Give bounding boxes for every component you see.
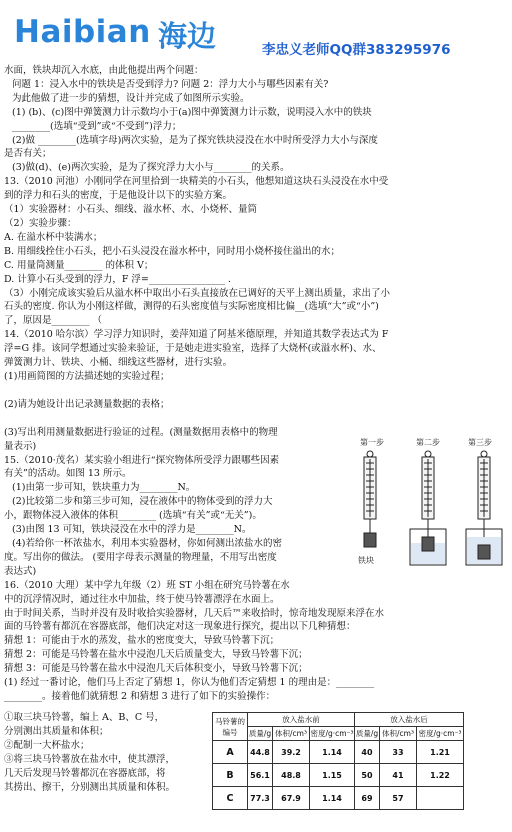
list-item: ①取三块马铃薯，编上 A、B、C 号， xyxy=(4,712,165,723)
figure-label-step2: 第二步 xyxy=(416,438,440,447)
table-header-after: 放入盐水后 xyxy=(355,713,464,727)
question-16: 16.（2010 大理）某中学九年级（2）班 ST 小组在研究马铃薯在水 xyxy=(4,579,290,591)
text-line: (1)用画简图的方法描述她的实验过程； xyxy=(4,370,170,382)
text-line: 问题 1：浸入水中的铁块是否受到浮力? 问题 2：浮力大小与哪些因素有关? xyxy=(12,78,329,90)
text-line: (2)做 ________(选填字母)两次实验，是为了探究铁块浸没在水中时所受浮力大小与深度 xyxy=(12,134,378,146)
table-row xyxy=(213,764,464,787)
list-item: 其捞出、擦干，分别测出其质量和体积。 xyxy=(4,781,176,793)
text-line: 水面，铁块却沉入水底，由此他提出两个问题： xyxy=(4,65,204,76)
figure-label-step1: 第一步 xyxy=(360,438,384,447)
table-row xyxy=(213,741,464,764)
table-subheader: 体积/cm³ xyxy=(380,727,417,741)
list-item: ②配制一大杯盐水； xyxy=(4,739,90,751)
table-subheader: 质量/g xyxy=(355,727,380,741)
text-line: (2)请为她设计出记录测量数据的表格； xyxy=(4,398,170,410)
text-line: （3）小刚完成该实验后从溢水杯中取出小石头直接放在已调好的天平上测出质量，求出了小 xyxy=(4,287,391,299)
table-cell: A xyxy=(213,741,248,764)
text-line: (3)做(d)、(e)两次实验，是为了探究浮力大小与________的关系。 xyxy=(12,162,290,174)
potato-data-table xyxy=(212,712,464,810)
figure-drawing xyxy=(356,437,506,573)
text-line: (1)由第一步可知，铁块重力为________N。 xyxy=(12,482,196,494)
table-cell: 50 xyxy=(355,764,380,787)
text-line: 由于时间关系，当时并没有及时收拾实验器材，几天后™来收拾时，惊奇地发现原来浮在水 xyxy=(4,607,385,619)
figure-caption: 铁块 xyxy=(358,556,374,565)
table-cell: 1.22 xyxy=(417,764,464,787)
text-line: 浮=G 排。该同学想通过实验来验证，于是她走进实验室，选择了大烧杯(或溢水杯)、水、 xyxy=(4,343,382,355)
text-line: 猜想 3：可能是马铃薯在盐水中浸泡几天后体积变小，导致马铃薯下沉； xyxy=(4,663,308,675)
procedure-list xyxy=(4,711,204,794)
table-cell: C xyxy=(213,787,248,810)
table-cell: 33 xyxy=(380,741,417,764)
text-line: 有关”的活动。如图 13 所示。 xyxy=(4,468,132,480)
table-cell: 1.14 xyxy=(310,787,355,810)
table-subheader: 密度/g·cm⁻³ xyxy=(310,727,355,741)
haibian-logo: Haibian xyxy=(14,14,151,50)
text-line: (3)写出利用测量数据进行验证的过程。(测量数据用表格中的物理 xyxy=(4,426,278,438)
table-cell: 39.2 xyxy=(273,741,310,764)
list-item: ③将三块马铃薯放在盐水中，使其漂浮， xyxy=(4,753,176,765)
table-cell: 57 xyxy=(380,787,417,810)
table-header-id: 马铃薯的编号 xyxy=(213,713,248,741)
text-line: C. 用量筒测量________ 的体积 V； xyxy=(4,259,154,271)
text-line: ________(选填“受到”或“不受到”)浮力； xyxy=(12,120,182,132)
text-line: 猜想 1：可能由于水的蒸发，盐水的密度变大，导致马铃薯下沉； xyxy=(4,635,280,647)
text-line: 小，跟物体浸入液体的体积________ (选填“有关”或“无关”)。 xyxy=(4,510,262,522)
table-cell: 1.21 xyxy=(417,741,464,764)
table-cell: 1.15 xyxy=(310,764,355,787)
table-cell: 40 xyxy=(355,741,380,764)
text-line: 石头的密度. 你认为小刚这样做，测得的石头密度值与实际密度相比偏__(选填“大”或“小”) xyxy=(4,301,379,313)
list-item: 分别测出其质量和体积； xyxy=(4,725,109,737)
text-line: 中的沉浮情况时，通过往水中加盐，终于使马铃薯漂浮在水面上。 xyxy=(4,593,280,605)
text-line: 了，原因是________ （ xyxy=(4,315,103,327)
table-subheader: 密度/g·cm⁻³ xyxy=(417,727,464,741)
text-line: （2）实验步骤： xyxy=(4,217,77,229)
text-line: ________。接着他们就猜想 2 和猜想 3 进行了如下的实验操作： xyxy=(4,690,276,702)
question-14: 14.（2010 哈尔滨）学习浮力知识时，姜萍知道了阿基米德原理，并知道其数学表达式为 F xyxy=(4,329,389,341)
text-line: D. 计算小石头受到的浮力，F 浮=________________ . xyxy=(4,273,231,285)
text-line: 表达式) xyxy=(4,565,37,577)
text-line: A. 在溢水杯中装满水； xyxy=(4,231,103,243)
table-cell: B xyxy=(213,764,248,787)
figure-label-step3: 第三步 xyxy=(468,438,492,447)
text-line: (3)由图 13 可知，铁块浸没在水中的浮力是________N。 xyxy=(12,524,252,536)
text-line: (4)若给你一杯浓盐水，利用本实验器材，你如何测出浓盐水的密 xyxy=(12,538,282,549)
haibian-logo-cn: 海边 xyxy=(158,19,217,53)
text-line: 是否有关； xyxy=(4,148,52,160)
text-line: (1) 经过一番讨论，他们马上否定了猜想 1，你认为他们否定猜想 1 的理由是：________ xyxy=(4,677,375,689)
qq-group-banner: 李忠义老师QQ群383295976 xyxy=(262,42,451,58)
text-line: （1）实验器材：小石头、细线、溢水杯、水、小烧杯、量筒 xyxy=(4,204,258,216)
table-cell xyxy=(417,787,464,810)
table-cell: 44.8 xyxy=(248,741,273,764)
table-subheader: 质量/g xyxy=(248,727,273,741)
table-cell: 67.9 xyxy=(273,787,310,810)
text-line: (2)比较第二步和第三步可知，浸在液体中的物体受到的浮力大 xyxy=(12,496,273,508)
document-body xyxy=(4,64,504,704)
text-line: 度。写出你的做法。 (要用字母表示测量的物理量，不用写出密度 xyxy=(4,551,277,563)
list-item: 几天后发现马铃薯都沉在容器底部，将 xyxy=(4,767,166,779)
table-cell: 56.1 xyxy=(248,764,273,787)
table-header-before: 放入盐水前 xyxy=(248,713,355,727)
table-cell: 69 xyxy=(355,787,380,810)
table-cell: 77.3 xyxy=(248,787,273,810)
text-line: 为此他做了进一步的猜想，设计并完成了如图所示实验。 xyxy=(12,92,250,104)
text-line: 面的马铃薯有都沉在容器底部，他们决定对这一现象进行探究，提出以下几种猜想： xyxy=(4,621,356,633)
question-15: 15.（2010·茂名）某实验小组进行“探究物体所受浮力跟哪些因素 xyxy=(4,454,280,466)
text-line: 量表示) xyxy=(4,440,37,452)
table-row xyxy=(213,787,464,810)
text-line: (1) (b)、(c)图中弹簧测力计示数均小于(a)图中弹簧测力计示数，说明浸入水中的铁块 xyxy=(12,106,372,118)
text-line: 猜想 2：可能是马铃薯在盐水中浸泡几天后质量变大，导致马铃薯下沉； xyxy=(4,649,308,661)
text-line: B. 用细线拴住小石头，把小石头浸没在溢水杯中，同时用小烧杯接住溢出的水； xyxy=(4,245,341,257)
question-13: 13.（2010 河池）小刚同学在河里拾到一块精美的小石头，他想知道这块石头浸没在水中受 xyxy=(4,176,389,188)
text-line: 到的浮力和石头的密度，于是他设计以下的实验方案。 xyxy=(4,190,233,202)
spring-scale-figure xyxy=(356,437,506,573)
text-line: 弹簧测力计、铁块、小桶、细线这些器材，进行实验。 xyxy=(4,357,233,369)
table-cell: 41 xyxy=(380,764,417,787)
table-subheader: 体积/cm³ xyxy=(273,727,310,741)
table-cell: 48.8 xyxy=(273,764,310,787)
table-cell: 1.14 xyxy=(310,741,355,764)
page-header xyxy=(0,0,512,62)
